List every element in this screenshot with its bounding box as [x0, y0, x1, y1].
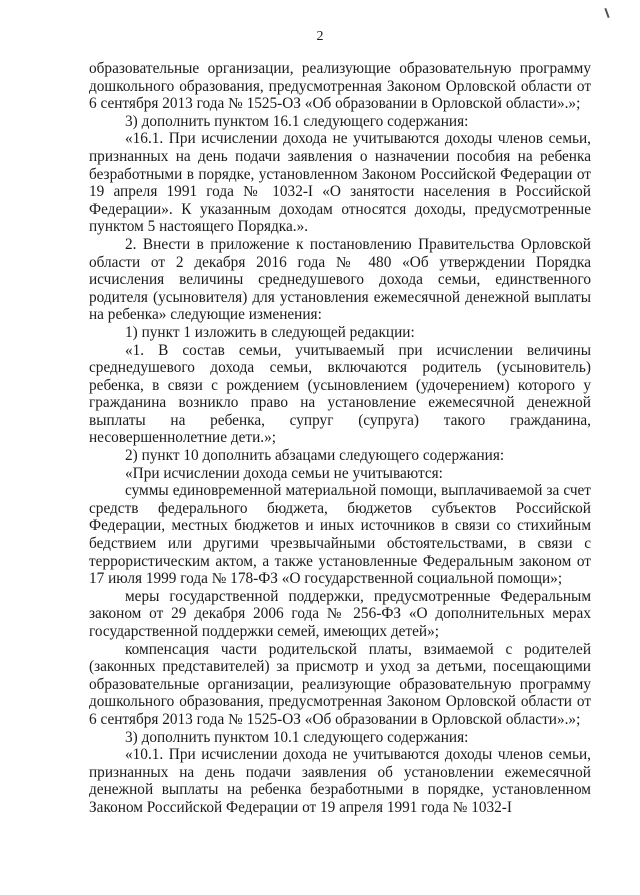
paragraph-continuation: образовательные организации, реализующие образовательную программу дошкольного образования, предусмотренная Законом Орловской области от 6 сентября 2013 года № 1525-ОЗ «Об образовании в Орловской области».»; — [89, 60, 591, 113]
paragraph-item-2-intro: 2) пункт 10 дополнить абзацами следующего содержания: — [125, 447, 505, 465]
paragraph-clause-1: «1. В состав семьи, учитываемый при исчислении величины среднедушевого дохода семьи, включаются родитель (усыновитель) ребенка, в связи с рождением (усыновлением (удочерением) которого у гражданина возникло право на установление ежемесячной денежной выплаты на ребенка, супруг (супруга) такого гражданина, несовершеннолетние дети.»; — [89, 341, 591, 447]
paragraph-item-1-intro: 1) пункт 1 изложить в следующей редакции: — [125, 323, 415, 341]
paragraph-exclusions-intro: «При исчислении дохода семьи не учитываются: — [125, 464, 443, 482]
paragraph-exclusion-compensation: компенсация части родительской платы, взимаемой с родителей (законных представителей) за присмотр и уход за детьми, посещающими образовательные организации, реализующие образовательную программу дошкольного образования, предусмотренная Законом Орловской области от 6 сентября 2013 года № 1525-ОЗ «Об образовании в Орловской области».»; — [89, 640, 591, 728]
paragraph-section-2: 2. Внести в приложение к постановлению Правительства Орловской области от 2 декабря 2016 года № 480 «Об утверждении Порядка исчисления величины среднедушевого дохода семьи, единственного родителя (усыновителя) для установления ежемесячной денежной выплаты на ребенка» следующие изменения: — [89, 235, 591, 324]
scan-mark — [604, 8, 609, 18]
paragraph-item-3-intro-b: 3) дополнить пунктом 10.1 следующего содержания: — [125, 728, 469, 746]
paragraph-exclusion-state-support: меры государственной поддержки, предусмотренные Федеральным законом от 29 декабря 2006 года № 256-ФЗ «О дополнительных мерах государственной поддержки семей, имеющих детей»; — [89, 587, 591, 640]
document-body — [89, 60, 591, 817]
paragraph-exclusion-material-aid: суммы единовременной материальной помощи, выплачиваемой за счет средств федерального бюджета, бюджетов субъектов Российской Федерации, местных бюджетов и иных источников в связи со стихийным бедствием или другими чрезвычайными обстоятельствами, в связи с террористическим актом, а также установленные Федеральным законом от 17 июля 1999 года № 178-ФЗ «О государственной социальной помощи»; — [89, 482, 591, 588]
page-number: 2 — [316, 29, 324, 44]
paragraph-clause-10-1: «10.1. При исчислении дохода не учитываются доходы членов семьи, признанных на день подачи заявления об установлении ежемесячной денежной выплаты на ребенка безработными в порядке, установленном Законом Российской Федерации от 19 апреля 1991 года № 1032-I — [89, 746, 591, 816]
paragraph-clause-16-1: «16.1. При исчислении дохода не учитываются доходы членов семьи, признанных на день подачи заявления о назначении пособия на ребенка безработными в порядке, установленном Законом Российской Федерации от 19 апреля 1991 года № 1032-I «О занятости населения в Российской Федерации». К указанным доходам относятся доходы, предусмотренные пунктом 5 настоящего Порядка.». — [89, 130, 591, 236]
paragraph-item-3-intro: 3) дополнить пунктом 16.1 следующего содержания: — [125, 112, 469, 130]
